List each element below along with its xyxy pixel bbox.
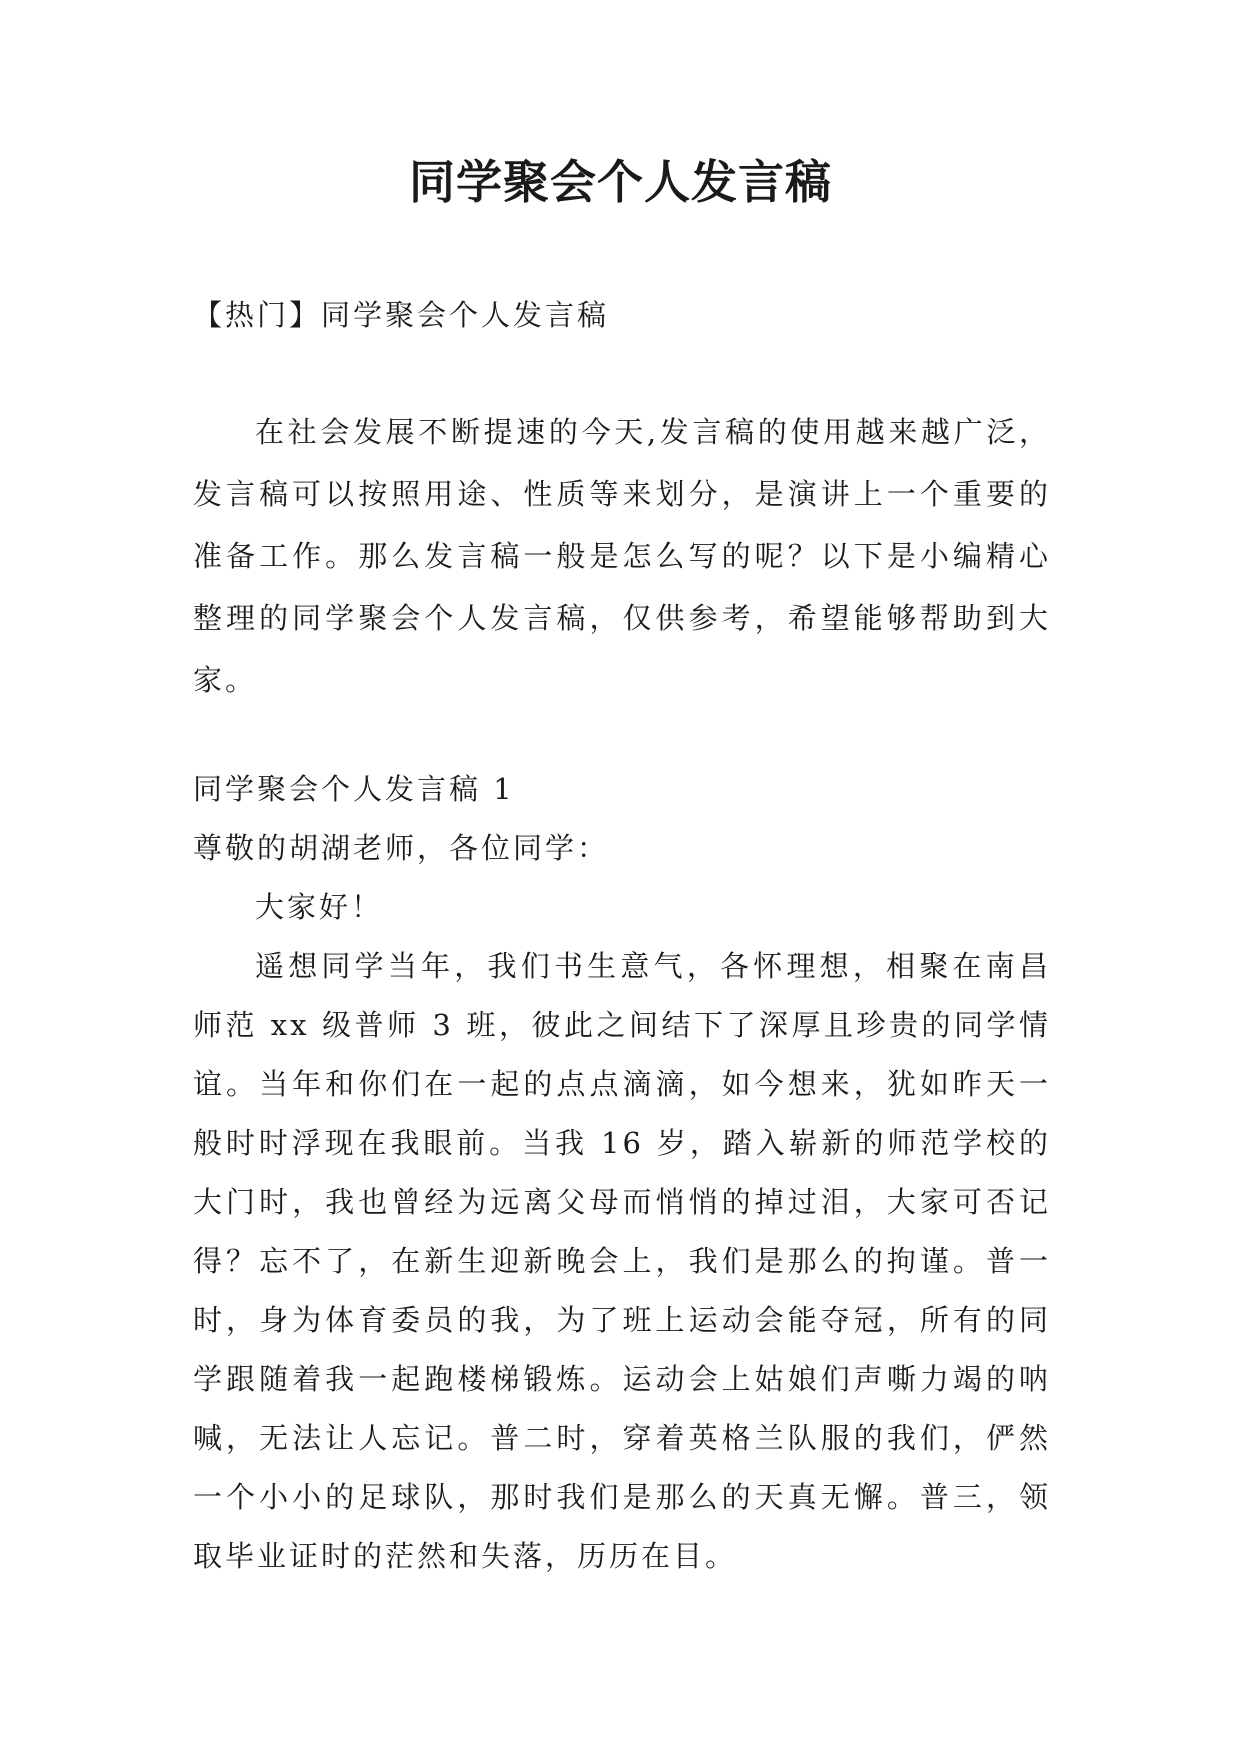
- greeting: 大家好！: [255, 890, 384, 924]
- intro-section: [193, 401, 1051, 711]
- section-heading: 同学聚会个人发言稿 1: [193, 772, 515, 806]
- document-subtitle: 【热门】同学聚会个人发言稿: [193, 298, 610, 332]
- speech-section: [193, 760, 1051, 1586]
- document-title: 同学聚会个人发言稿: [409, 155, 832, 209]
- body-paragraph: 遥想同学当年，我们书生意气，各怀理想，相聚在南昌师范 xx 级普师 3 班，彼此之间结下了深厚且珍贵的同学情谊。当年和你们在一起的点点滴滴，如今想来，犹如昨天一般时时浮现在我眼前。当我 16 岁，踏入崭新的师范学校的大门时，我也曾经为远离父母而悄悄的掉过泪，大家可否记得？忘不了，在新生迎新晚会上，我们是那么的拘谨。普一时，身为体育委员的我，为了班上运动会能夺冠，所有的同学跟随着我一起跑楼梯锻炼。运动会上姑娘们声嘶力竭的呐喊，无法让人忘记。普二时，穿着英格兰队服的我们，俨然一个小小的足球队，那时我们是那么的天真无懈。普三，领取毕业证时的茫然和失落，历历在目。: [193, 949, 1051, 1573]
- intro-paragraph: 在社会发展不断提速的今天,发言稿的使用越来越广泛，发言稿可以按照用途、性质等来划分，是演讲上一个重要的准备工作。那么发言稿一般是怎么写的呢？以下是小编精心整理的同学聚会个人发言稿，仅供参考，希望能够帮助到大家。: [193, 415, 1051, 697]
- salutation: 尊敬的胡湖老师，各位同学：: [193, 831, 610, 865]
